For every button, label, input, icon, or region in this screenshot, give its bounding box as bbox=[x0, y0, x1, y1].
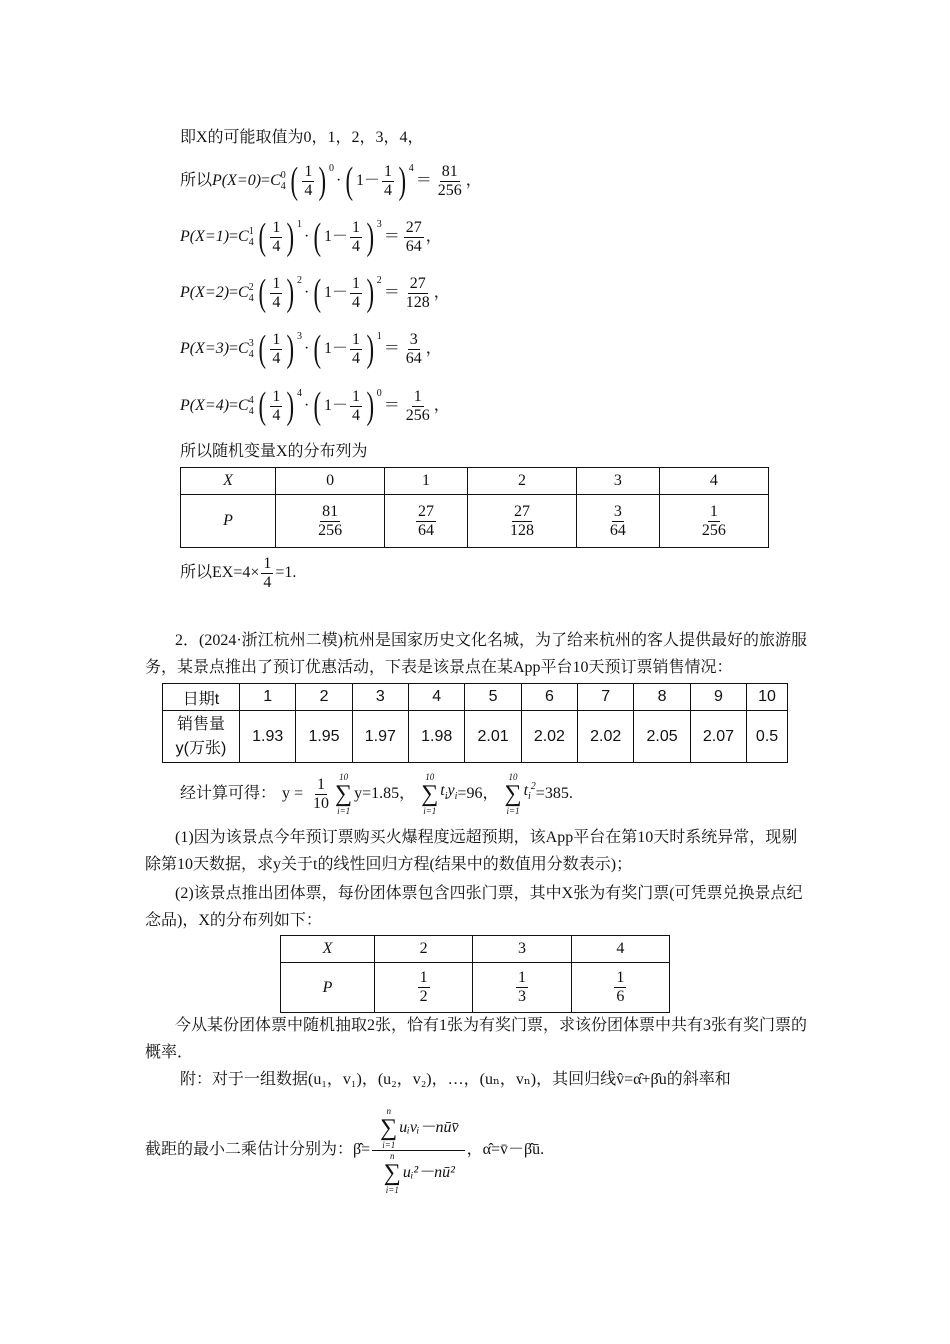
table-cell: 0 bbox=[276, 468, 385, 495]
table-cell: $\frac{1}{256}$ bbox=[659, 495, 768, 548]
table-cell: 2.07 bbox=[690, 711, 746, 763]
table-cell: $\frac{1}{6}$ bbox=[571, 963, 669, 1013]
table-cell: $\frac{27}{128}$ bbox=[467, 495, 576, 548]
question-2b: 今从某份团体票中随机抽取2张，恰有1张为有奖门票，求该份团体票中共有3张有奖门票的概率． bbox=[145, 1017, 808, 1061]
distribution-caption: 所以随机变量X的分布列为 bbox=[180, 443, 368, 460]
intro-line: 即X的可能取值为0，1，2，3，4， bbox=[180, 129, 424, 146]
table-cell: $\frac{27}{64}$ bbox=[385, 495, 468, 548]
table-cell: 1 bbox=[240, 684, 296, 711]
expectation-line: 所以EX=4× $\frac{1}{4}$ =1. bbox=[180, 554, 297, 591]
probability-line: P(X=3) = C 3 4 ( $\frac{1}{4}$ ) $^3$ · ( 1－ $\frac{1}{4}$ ) $^1$ ＝ $\frac{3}{64}$ ， bbox=[180, 328, 442, 370]
table-cell: 1.97 bbox=[352, 711, 408, 763]
table-cell: $\frac{81}{256}$ bbox=[276, 495, 385, 548]
table-head-date: 日期t bbox=[163, 684, 240, 711]
table-cell: 2 bbox=[375, 936, 473, 963]
table-cell: 6 bbox=[521, 684, 577, 711]
table-head-p: P bbox=[281, 963, 375, 1013]
probability-line: 所以 P(X=0) = C 0 4 ( $\frac{1}{4}$ ) $^0$ · ( 1－ $\frac{1}{4}$ ) $^4$ ＝ $\frac{81}{256}$ ， bbox=[180, 160, 482, 202]
table-cell: 0.5 bbox=[747, 711, 788, 763]
table-head-sales: 销售量 y(万张) bbox=[163, 711, 240, 763]
table-cell: 4 bbox=[659, 468, 768, 495]
table-cell: 3 bbox=[352, 684, 408, 711]
calc-line: 经计算可得： y = $\frac{1}{10}$ 10 ∑ i=1 y=1.85， 10 ∑ i=1 $t_iy_i$ =96， 10 ∑ i=1 $t_i^2$ =385. bbox=[180, 772, 573, 816]
formula-line: 截距的最小二乘估计分别为：β̂= n ∑ i=1 uᵢvᵢ－nūv̄ n ∑ i=1 uᵢ²－nū² ，α̂=v̄－β̂ū. bbox=[145, 1105, 545, 1195]
table-cell: 3 bbox=[473, 936, 571, 963]
table-cell: 2.02 bbox=[578, 711, 634, 763]
table-cell: 2.01 bbox=[465, 711, 521, 763]
question-1: (1)因为该景点今年预订票购买火爆程度远超预期，该App平台在第10天时系统异常，现剔除第10天数据，求y关于t的线性回归方程(结果中的数值用分数表示)； bbox=[145, 829, 798, 873]
table-head-x: X bbox=[181, 468, 276, 495]
table-cell: 3 bbox=[577, 468, 660, 495]
table-head-x: X bbox=[281, 936, 375, 963]
probability-line: P(X=2) = C 2 4 ( $\frac{1}{4}$ ) $^2$ · ( 1－ $\frac{1}{4}$ ) $^2$ ＝ $\frac{27}{128}$ ， bbox=[180, 272, 450, 314]
table-cell: 1.98 bbox=[409, 711, 465, 763]
table-cell: 5 bbox=[465, 684, 521, 711]
table-cell: 7 bbox=[578, 684, 634, 711]
table-cell: 8 bbox=[634, 684, 690, 711]
table-cell: 9 bbox=[690, 684, 746, 711]
table-cell: 10 bbox=[747, 684, 788, 711]
table-cell: 2.05 bbox=[634, 711, 690, 763]
table-cell: 1 bbox=[385, 468, 468, 495]
table-cell: 1.93 bbox=[240, 711, 296, 763]
sales-table bbox=[162, 683, 788, 763]
table-cell: $\frac{1}{3}$ bbox=[473, 963, 571, 1013]
table-cell: 1.95 bbox=[296, 711, 352, 763]
table-cell: 2.02 bbox=[521, 711, 577, 763]
table-cell: 4 bbox=[409, 684, 465, 711]
problem-2-intro: 2．(2024·浙江杭州二模)杭州是国家历史文化名城，为了给来杭州的客人提供最好的旅游服务，某景点推出了预订优惠活动，下表是该景点在某App平台10天预订票销售情况： bbox=[145, 632, 807, 676]
table-cell: $\frac{1}{2}$ bbox=[375, 963, 473, 1013]
table-cell: 2 bbox=[296, 684, 352, 711]
table-head-p: P bbox=[181, 495, 276, 548]
probability-line: P(X=1) = C 1 4 ( $\frac{1}{4}$ ) $^1$ · ( 1－ $\frac{1}{4}$ ) $^3$ ＝ $\frac{27}{64}$ ， bbox=[180, 216, 442, 258]
table-cell: 2 bbox=[467, 468, 576, 495]
table-cell: $\frac{3}{64}$ bbox=[577, 495, 660, 548]
distribution-table-2 bbox=[280, 935, 670, 1013]
table-cell: 4 bbox=[571, 936, 669, 963]
question-2: (2)该景点推出团体票，每份团体票包含四张门票，其中X张为有奖门票(可凭票兑换景点纪念品)，X的分布列如下： bbox=[145, 885, 803, 929]
probability-line: P(X=4) = C 4 4 ( $\frac{1}{4}$ ) $^4$ · ( 1－ $\frac{1}{4}$ ) $^0$ ＝ $\frac{1}{256}$ ， bbox=[180, 385, 450, 427]
distribution-table-1 bbox=[180, 467, 769, 548]
note-line: 附：对于一组数据(u₁，v₁)，(u₂，v₂)，…，(uₙ，vₙ)，其回归线v̂=α̂+β̂u的斜率和 bbox=[180, 1071, 731, 1088]
